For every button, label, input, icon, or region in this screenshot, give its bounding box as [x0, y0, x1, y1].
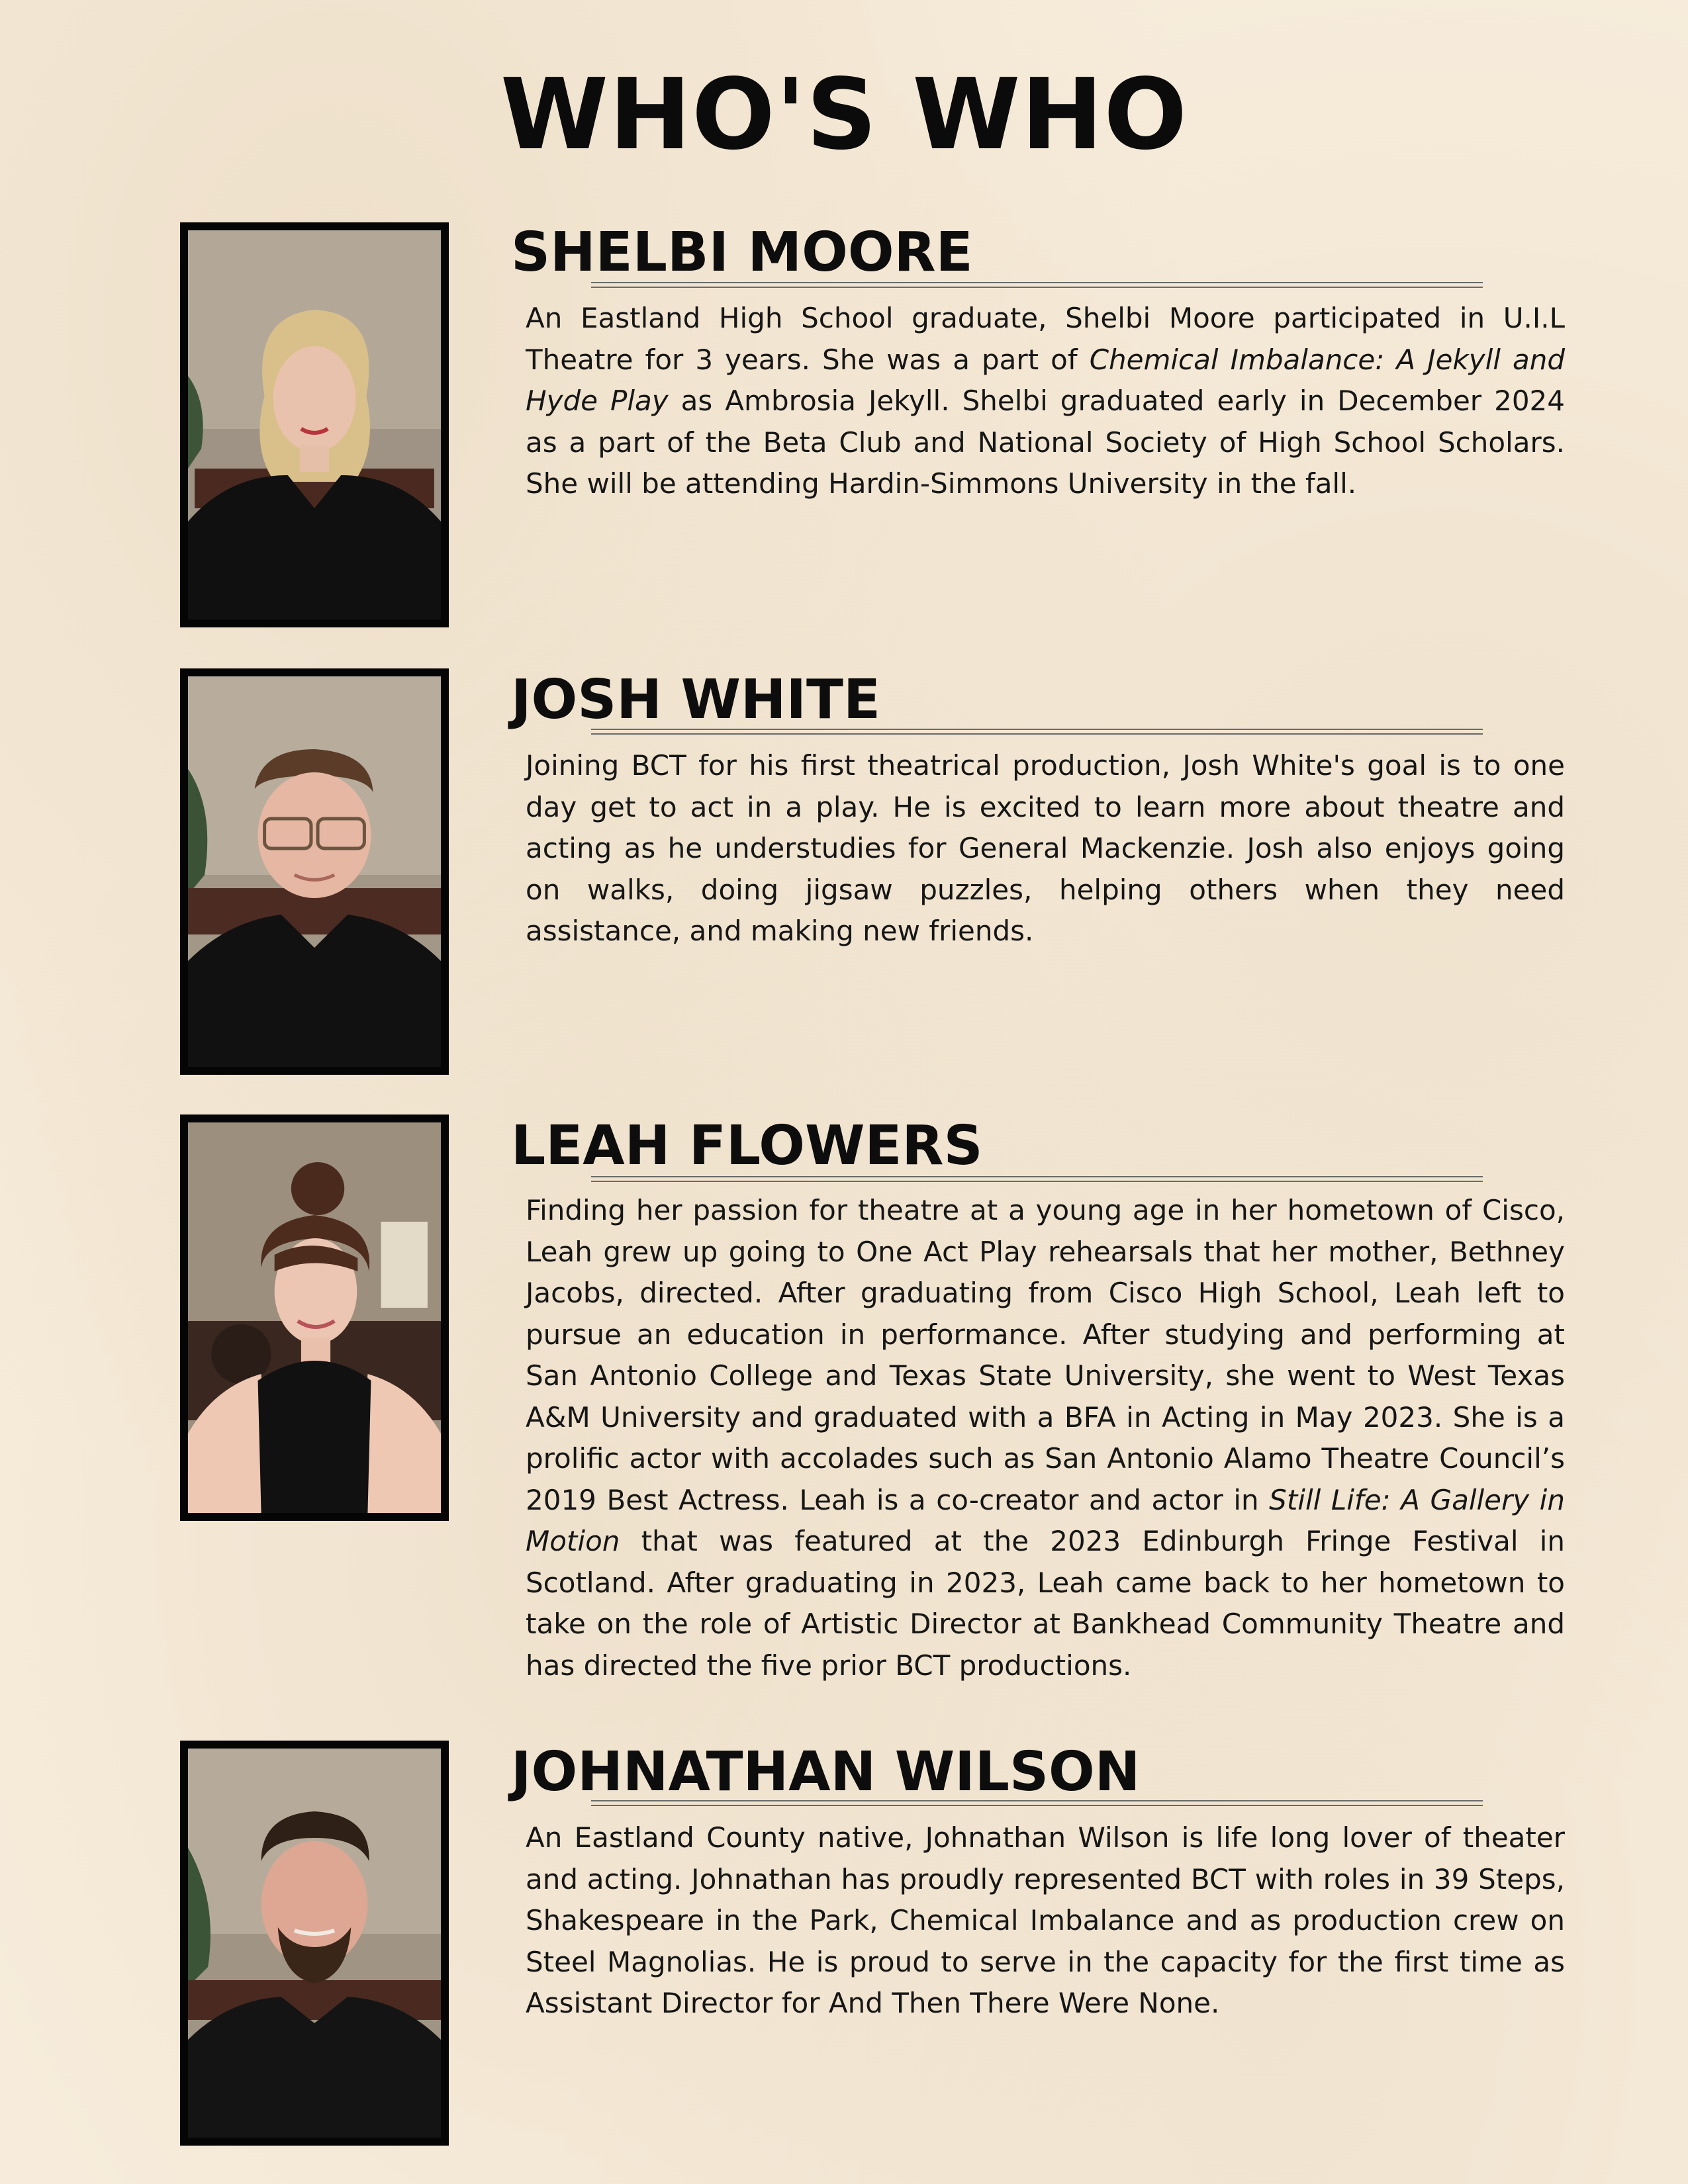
cast-name: JOHNATHAN WILSON [511, 1741, 1141, 1803]
headshot-photo [180, 668, 449, 1075]
cast-name: LEAH FLOWERS [511, 1115, 983, 1177]
bio-text: An Eastland County native, Johnathan Wilson is life long lover of theater and acting. Johnathan has proudly represented BCT with roles in 39 Steps, Shakespeare in the Park, Chemical Imbalance and as production crew on Steel Magnolias. He is proud to serve in the capacity for the first time as Assistant Director for And Then There Were None. [526, 1821, 1565, 2019]
cast-bio [526, 1817, 1565, 2025]
name-underline [591, 1176, 1483, 1182]
name-underline [591, 729, 1483, 735]
headshot-photo [180, 1741, 449, 2146]
page-title: WHO'S WHO [500, 58, 1188, 171]
cast-bio [526, 298, 1565, 505]
bio-text: Joining BCT for his first theatrical production, Josh White's goal is to one day get to act in a play. He is excited to learn more about theatre and acting as he understudies for General Mackenzie. Josh also enjoys going on walks, doing jigsaw puzzles, helping others when they need assistance, and making new friends. [526, 749, 1565, 947]
bio-text: Finding her passion for theatre at a young age in her hometown of Cisco, Leah grew up going to One Act Play rehearsals that her mother, Bethney Jacobs, directed. After graduating from Cisco High School, Leah left to pursue an education in performance. After studying and performing at San Antonio College and Texas State University, she went to West Texas A&M University and graduated with a BFA in Acting in May 2023. She is a prolific actor with accolades such as San Antonio Alamo Theatre Council’s 2019 Best Actress. Leah is a co-creator and actor in [526, 1194, 1565, 1516]
cast-name: JOSH WHITE [511, 668, 880, 731]
bio-production-title: Chemical Imbalance: A Jekyll and Hyde Play [526, 343, 1565, 417]
cast-bio [526, 1190, 1565, 1686]
headshot-photo [180, 1115, 449, 1521]
bio-text: An Eastland High School graduate, Shelbi Moore participated in U.I.L Theatre for 3 years. She was a part of [526, 302, 1565, 376]
bio-text: as Ambrosia Jekyll. Shelbi graduated early in December 2024 as a part of the Beta Club and National Society of High School Scholars. She will be attending Hardin-Simmons University in the fall. [526, 385, 1565, 500]
name-underline [591, 282, 1483, 288]
cast-name: SHELBI MOORE [511, 221, 973, 284]
bio-production-title: Still Life: A Gallery in Motion [526, 1483, 1565, 1557]
headshot-photo [180, 222, 449, 627]
bio-text: that was featured at the 2023 Edinburgh Fringe Festival in Scotland. After graduating in 2023, Leah came back to her hometown to take on the role of Artistic Director at Bankhead Community Theatre and has directed the five prior BCT productions. [526, 1525, 1565, 1682]
name-underline [591, 1800, 1483, 1806]
cast-bio [526, 745, 1565, 952]
